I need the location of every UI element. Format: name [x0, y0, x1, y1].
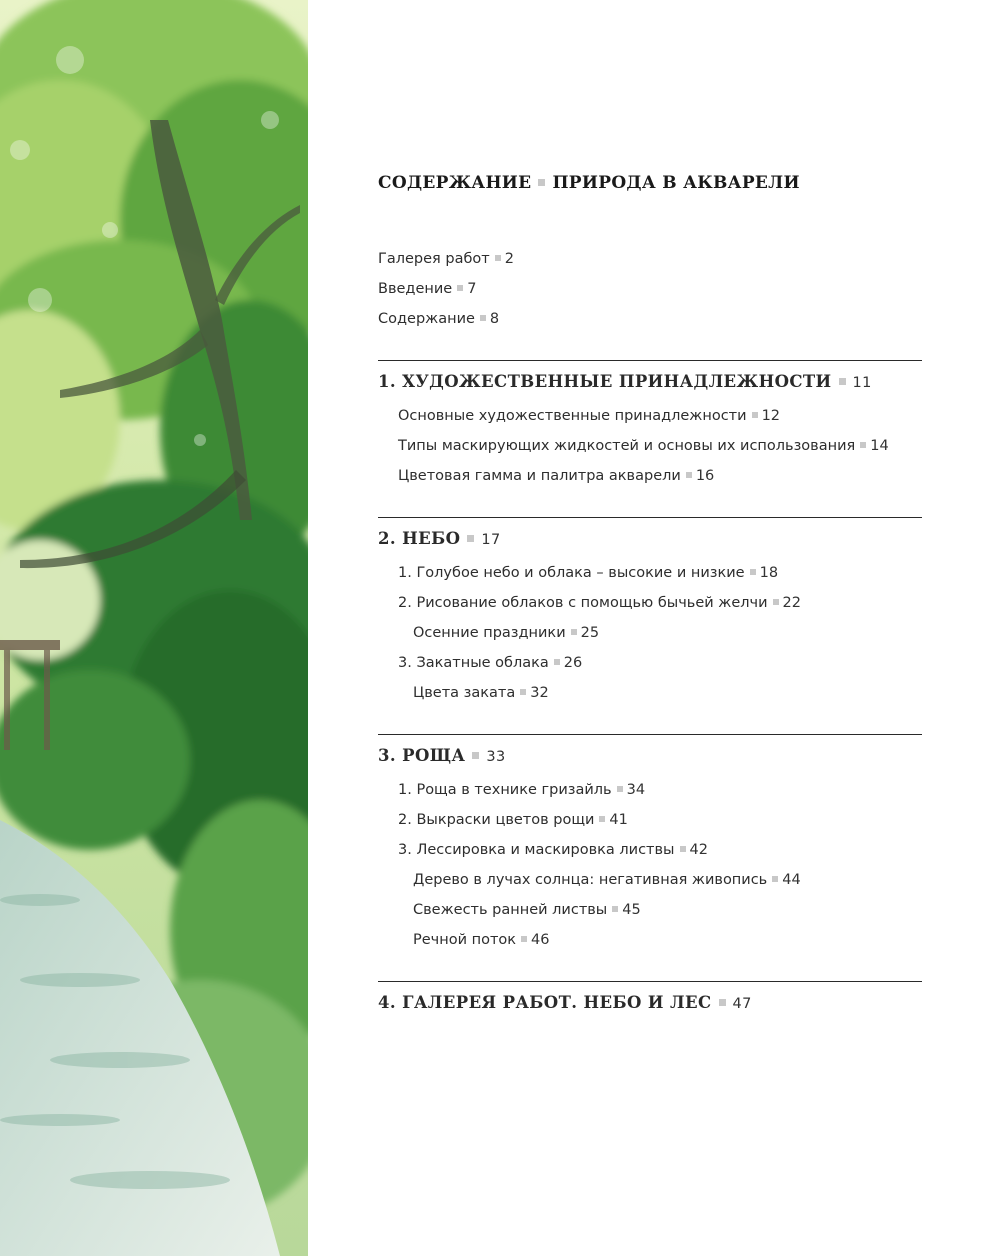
separator-square-icon	[719, 999, 726, 1006]
toc-entry-intro[interactable]: Введение 7	[378, 281, 477, 297]
separator-square-icon	[520, 689, 526, 695]
toc-entry[interactable]: 1. Роща в технике гризайль 34	[398, 782, 646, 798]
toc-subentry[interactable]: Дерево в лучах солнца: негативная живопись 44	[413, 872, 801, 888]
section-sky	[378, 517, 922, 708]
section-supplies	[378, 360, 922, 491]
separator-square-icon	[521, 936, 527, 942]
toc-subentry[interactable]: Речной поток 46	[413, 932, 550, 948]
toc-subentry[interactable]: Цвета заката 32	[413, 685, 549, 701]
separator-square-icon	[752, 412, 758, 418]
separator-square-icon	[599, 816, 605, 822]
toc-entry[interactable]: 2. Рисование облаков с помощью бычьей желчи 22	[398, 595, 801, 611]
toc-subentry[interactable]: Свежесть ранней листвы 45	[413, 902, 641, 918]
separator-square-icon	[554, 659, 560, 665]
separator-square-icon	[680, 846, 686, 852]
section-title[interactable]: 1. ХУДОЖЕСТВЕННЫЕ ПРИНАДЛЕЖНОСТИ 11	[378, 372, 872, 391]
title-contents: СОДЕРЖАНИЕ	[378, 173, 532, 193]
toc-entry[interactable]: 2. Выкраски цветов рощи 41	[398, 812, 628, 828]
separator-square-icon	[495, 255, 501, 261]
separator-square-icon	[686, 472, 692, 478]
separator-square-icon	[472, 752, 479, 759]
section-gallery	[378, 981, 922, 1022]
separator-square-icon	[839, 378, 846, 385]
separator-square-icon	[612, 906, 618, 912]
toc-subentry[interactable]: Осенние праздники 25	[413, 625, 600, 641]
cover-illustration	[0, 0, 308, 1256]
section-title[interactable]: 4. ГАЛЕРЕЯ РАБОТ. НЕБО И ЛЕС 47	[378, 993, 752, 1012]
toc-entry-contents[interactable]: Содержание 8	[378, 311, 500, 327]
section-grove	[378, 734, 922, 955]
separator-square-icon	[750, 569, 756, 575]
toc-entry[interactable]: 3. Закатные облака 26	[398, 655, 583, 671]
separator-square-icon	[480, 315, 486, 321]
title-book: ПРИРОДА В АКВАРЕЛИ	[552, 173, 800, 193]
toc-entry[interactable]: 3. Лессировка и маскировка листвы 42	[398, 842, 708, 858]
page-title	[378, 170, 922, 196]
table-of-contents	[378, 170, 922, 1022]
separator-square-icon	[860, 442, 866, 448]
section-title[interactable]: 2. НЕБО 17	[378, 529, 501, 548]
toc-entry[interactable]: Основные художественные принадлежности 12	[398, 408, 781, 424]
toc-entry[interactable]: 1. Голубое небо и облака – высокие и низкие 18	[398, 565, 779, 581]
separator-square-icon	[773, 599, 779, 605]
separator-square-icon	[772, 876, 778, 882]
separator-square-icon	[617, 786, 623, 792]
separator-square-icon	[467, 535, 474, 542]
separator-square-icon	[571, 629, 577, 635]
separator-square-icon	[538, 179, 545, 186]
separator-square-icon	[457, 285, 463, 291]
section-title[interactable]: 3. РОЩА 33	[378, 746, 506, 765]
toc-entry-gallery[interactable]: Галерея работ 2	[378, 251, 514, 267]
toc-entry[interactable]: Цветовая гамма и палитра акварели 16	[398, 468, 715, 484]
toc-entry[interactable]: Типы маскирующих жидкостей и основы их использования 14	[398, 438, 889, 454]
